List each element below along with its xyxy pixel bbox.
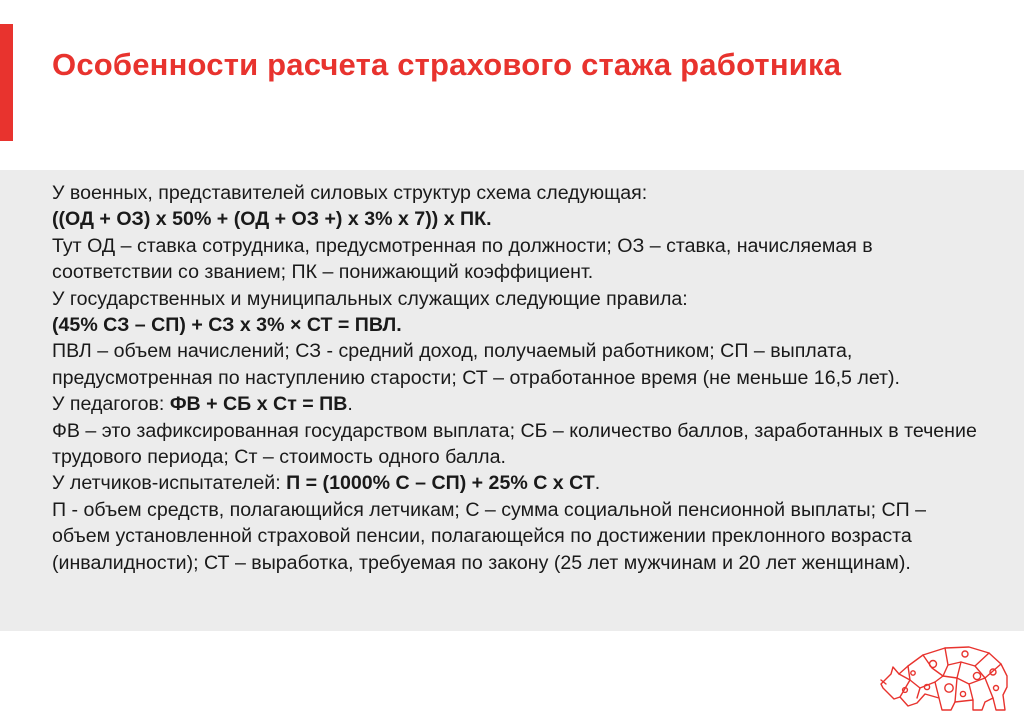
military-legend: Тут ОД – ставка сотрудника, предусмотренная по должности; ОЗ – ставка, начисляемая в соответствии со званием; ПК – понижающий коэффициент. [52, 234, 873, 284]
rhino-logo-icon [877, 640, 1012, 716]
test-pilots-tail: . [594, 472, 601, 495]
test-pilots-formula: П = (1000% С – СП) + 25% С х СТ [286, 472, 595, 495]
teachers-line [52, 391, 982, 417]
civil-servants-intro: У государственных и муниципальных служащих следующие правила: [52, 287, 688, 310]
teachers-formula: ФВ + СБ х Ст = ПВ [169, 393, 348, 416]
title-accent-bar [0, 24, 13, 141]
civil-servants-legend: ПВЛ – объем начислений; СЗ - средний доход, получаемый работником; СП – выплата, предусмотренная по наступлению старости; СТ – отработанное время (не меньше 16,5 лет). [52, 340, 901, 389]
teachers-legend: ФВ – это зафиксированная государством выплата; СБ – количество баллов, заработанных в течение трудового периода; Ст – стоимость одного балла. [52, 419, 977, 469]
military-formula [52, 206, 982, 232]
civil-servants-formula [52, 312, 982, 338]
military-formula-text: ((ОД + ОЗ) х 50% + (ОД + ОЗ +) х 3% х 7)) х ПК. [52, 208, 492, 231]
military-intro: У военных, представителей силовых структур схема следующая: [52, 182, 648, 204]
teachers-tail: . [347, 393, 353, 416]
test-pilots-legend: П - объем средств, полагающийся летчикам; С – сумма социальной пенсионной выплаты; СП – объем установленной страховой пенсии, полагающейся по достижении преклонного возраста (инвалидности); СТ – выработка, требуемая по закону (25 лет мужчинам и 20 лет женщинам). [52, 498, 927, 574]
test-pilots-label: У летчиков-испытателей: [52, 472, 287, 495]
test-pilots-line [52, 470, 982, 496]
civil-servants-formula-text: (45% СЗ – СП) + СЗ х 3% × СТ = ПВЛ. [52, 314, 402, 337]
slide-body [52, 180, 982, 576]
slide-title: Особенности расчета страхового стажа работника [52, 47, 842, 82]
teachers-label: У педагогов: [52, 393, 170, 416]
